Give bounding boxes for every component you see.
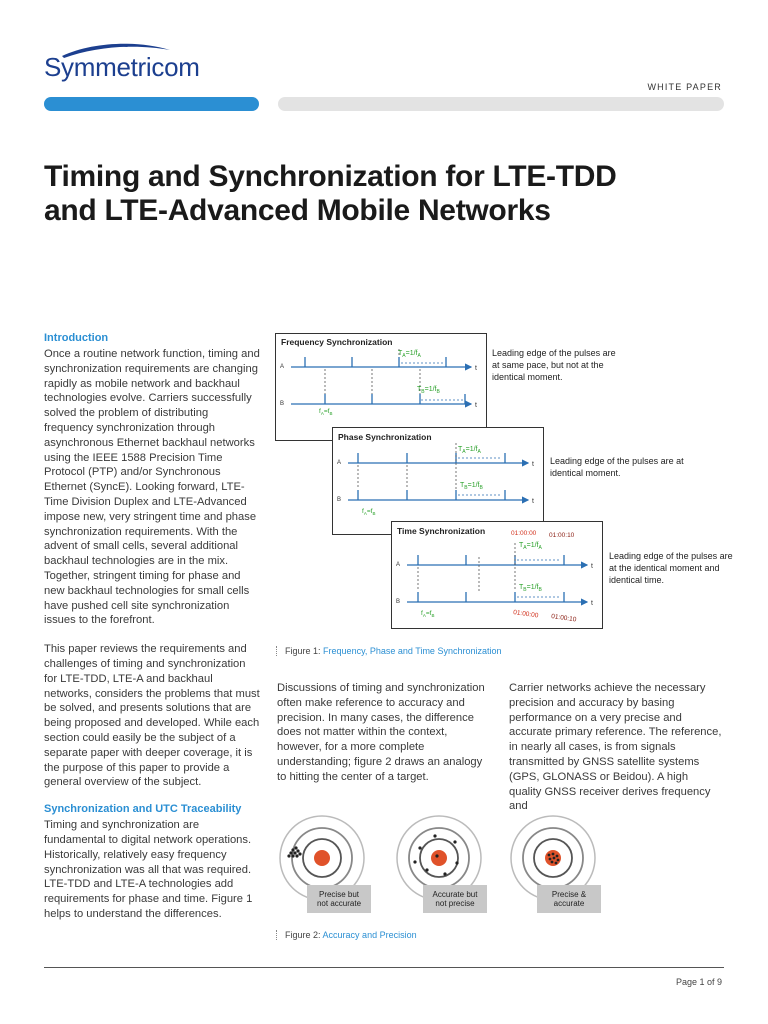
intro-paragraph-1: Once a routine network function, timing and synchronization requirements are changing rapidly as mobile network and backhaul technologies evolve. Carriers successfully solved the problem of distributing frequency synchronization through asynchronous Ethernet backhaul networks using the IEEE 1588 Precision Time Protocol (PTP) and/or Synchronous Ethernet (SyncE). Looking forward, LTE-Time Division Duplex and LTE-Advanced impose new, very stringent time and phase synchronization requirements. With the advent of small cells, several additional backhaul technologies are in the mix. Together, stringent timing for phase and new backhaul technologies for small cells have pushed cell site synchronization issues to the forefront. (44, 348, 260, 627)
frequency-sync-panel (276, 334, 487, 441)
eq-ta-3: $T_A=1/f_A$ (519, 542, 542, 551)
footer-divider (44, 967, 724, 968)
gnss-paragraph: Carrier networks achieve the necessary precision and accuracy by basing performance on a very precise and accurate primary reference. The reference, in nearly all cases, is from signals transmitted by GNSS satellite systems (GPS, GLONASS or Beidou). A high quality GNSS receiver derives frequency and (509, 682, 722, 813)
figure-2-caption (276, 930, 417, 940)
eq-fafb-2: $f_A=f_B$ (362, 508, 376, 516)
eq-fafb-1: $f_A=f_B$ (319, 408, 333, 416)
time-label-a-10: 01:00:10 (549, 532, 575, 539)
target-2-label-1: Accurate but (432, 890, 478, 899)
eq-tb-2: $T_B=1/f_B$ (460, 482, 483, 491)
label-a-1: A (280, 364, 285, 370)
target-precise-accurate (511, 816, 601, 913)
time-label-b-00: 01:00:00 (512, 609, 539, 620)
figure-1-caption-label: Figure 1: (285, 646, 321, 656)
figure-1-caption (276, 646, 501, 656)
figure-2-targets (277, 808, 727, 918)
label-t-3a: t (591, 563, 593, 570)
doc-type-label: WHITE PAPER (647, 82, 722, 92)
target-2-label-2: not precise (435, 899, 475, 908)
eq-fafb-3: $f_A=f_B$ (421, 610, 435, 618)
label-b-3: B (396, 599, 401, 605)
header-gray-bar (278, 97, 724, 111)
eq-tb-3: $T_B=1/f_B$ (519, 584, 542, 593)
target-accurate-not-precise (397, 816, 487, 913)
page-number: Page 1 of 9 (675, 977, 722, 987)
label-a-3: A (396, 562, 401, 568)
figure-2-caption-label: Figure 2: (285, 930, 321, 940)
target-1-label-2: not accurate (316, 899, 362, 908)
figure-2 (277, 808, 727, 918)
phase-sync-panel (333, 428, 544, 535)
eq-ta-1: $T_A=1/f_A$ (398, 350, 421, 359)
frequency-sync-title: Frequency Synchronization (281, 337, 393, 347)
label-t-1a: t (475, 365, 477, 372)
page-title (44, 160, 684, 228)
label-a-2: A (337, 460, 342, 466)
label-t-2b: t (532, 498, 534, 505)
target-1-label-1: Precise but (318, 890, 360, 899)
intro-paragraph-2: This paper reviews the requirements and challenges of timing and synchronization for LTE-TDD, LTE-A and backhaul networks, considers the problems that must be solved, and presents solutions that are being proposed and developed. While each section could easily be the subject of a separate paper with deeper coverage, it is the purpose of this paper to provide a general overview of the subject. (44, 643, 260, 789)
frequency-sync-note: Leading edge of the pulses are at same pace, but not at the identical moment. (492, 348, 616, 382)
logo-text: Symmetricom (44, 52, 200, 82)
label-t-3b: t (591, 600, 593, 607)
logo-swoosh-icon (42, 40, 172, 60)
symmetricom-logo (44, 52, 200, 83)
utc-heading: Synchronization and UTC Traceability (44, 803, 242, 816)
intro-heading: Introduction (44, 332, 109, 344)
label-b-1: B (280, 401, 285, 407)
intro-section (44, 332, 260, 922)
target-precise-not-accurate (280, 816, 371, 913)
time-sync-panel (392, 522, 603, 629)
target-3-label-1: Precise & (551, 890, 587, 899)
time-sync-note: Leading edge of the pulses are at the identical moment and identical time. (609, 551, 733, 585)
figure-1-caption-text: Frequency, Phase and Time Synchronization (323, 646, 502, 656)
title-line-1: Timing and Synchronization for LTE-TDD (44, 160, 617, 193)
time-sync-title: Time Synchronization (397, 526, 486, 536)
utc-paragraph: Timing and synchronization are fundamental to digital network operations. Historically, relatively easy frequency synchronization was all that was required. LTE-TDD and LTE-A technologies add requirements for phase and time. Figure 1 helps to understand the differences. (44, 819, 253, 920)
label-b-2: B (337, 497, 342, 503)
label-t-1b: t (475, 402, 477, 409)
eq-ta-2: $T_A=1/f_A$ (458, 446, 481, 455)
figure-2-caption-text: Accuracy and Precision (322, 930, 417, 940)
time-label-b-10: 01:00:10 (550, 613, 577, 624)
phase-sync-note: Leading edge of the pulses are at identical moment. (550, 456, 684, 478)
target-3-label-2: accurate (553, 899, 585, 908)
label-t-2a: t (532, 461, 534, 468)
eq-tb-1: $T_B=1/f_B$ (417, 386, 440, 395)
header-accent-bar (44, 97, 259, 111)
accuracy-paragraph: Discussions of timing and synchronization often make reference to accuracy and precision. In many cases, the difference does not matter within the context, however, for a more complete understanding; figure 2 draws an analogy to hitting the center of a target. (277, 682, 485, 783)
title-line-2: and LTE-Advanced Mobile Networks (44, 194, 551, 227)
time-label-a-00: 01:00:00 (511, 530, 537, 537)
phase-sync-title: Phase Synchronization (338, 432, 432, 442)
